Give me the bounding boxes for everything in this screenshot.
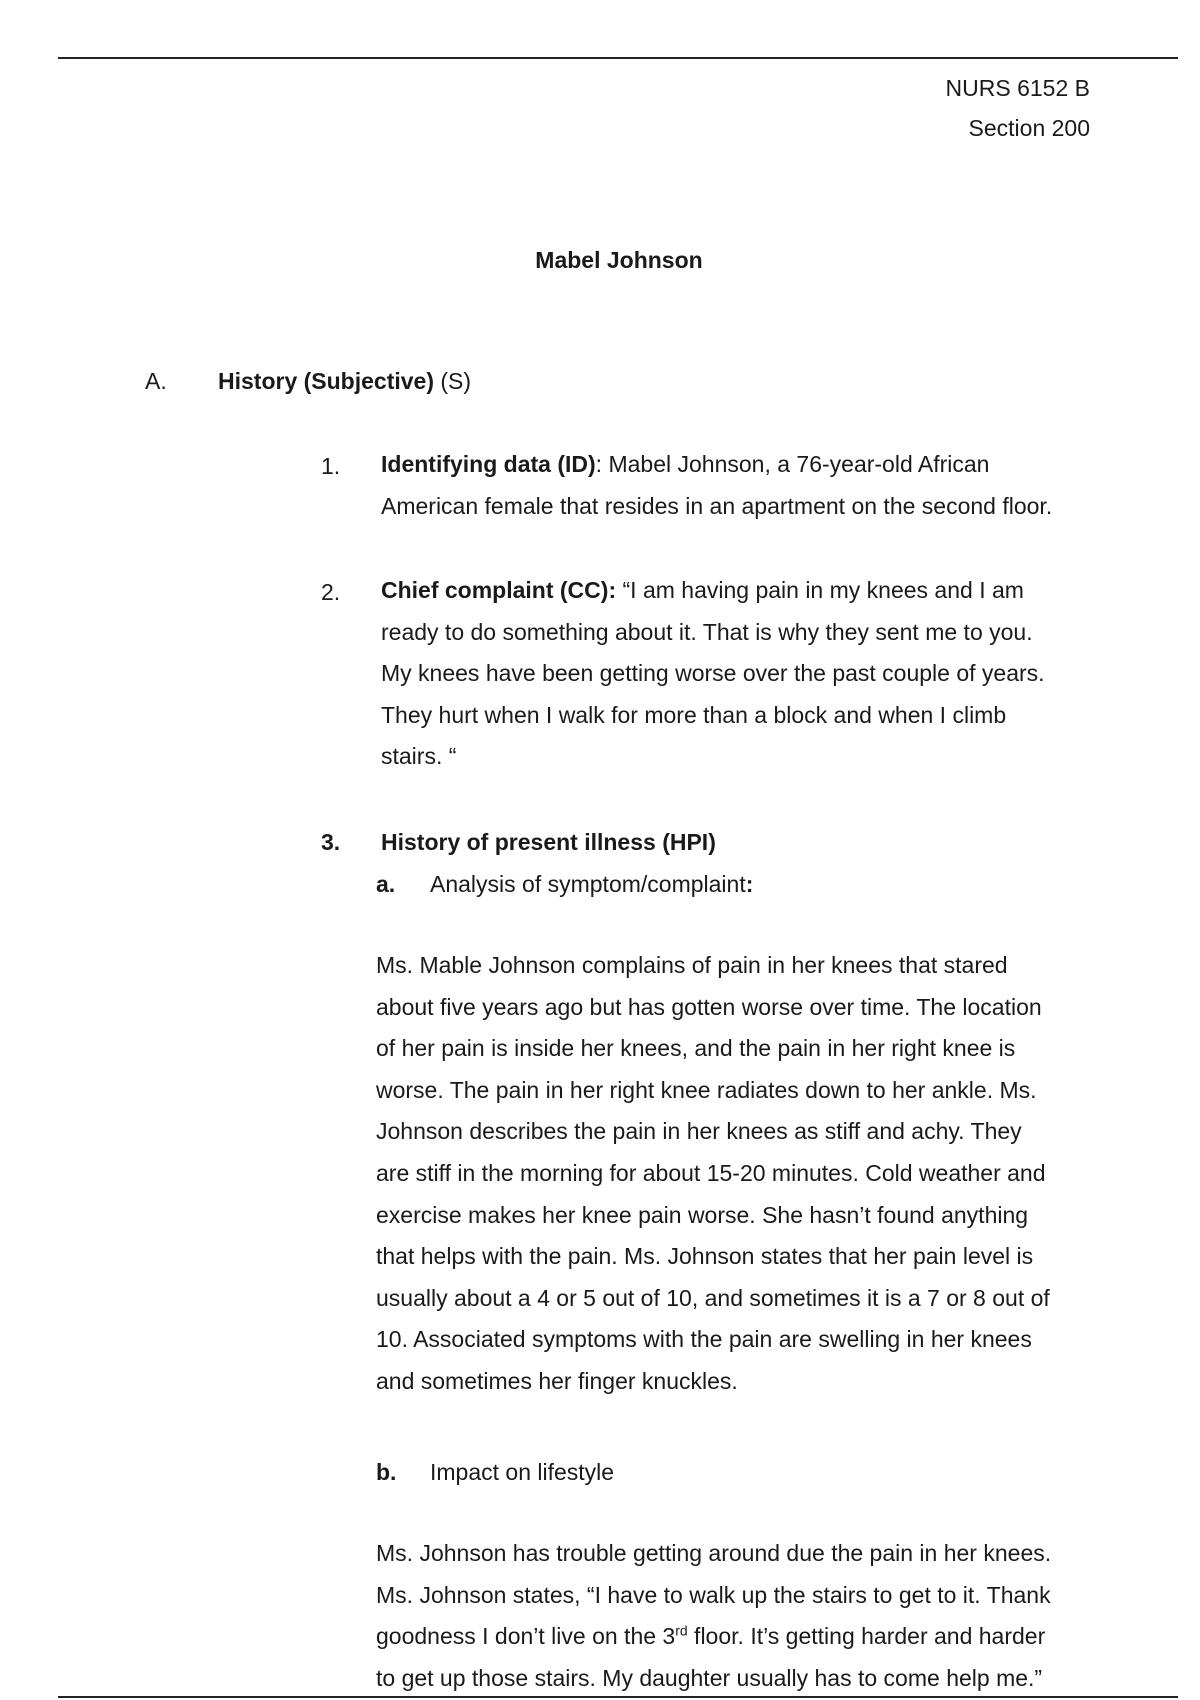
- paragraph-line: usually about a 4 or 5 out of 10, and sometimes it is a 7 or 8 out of: [376, 1284, 1050, 1311]
- paragraph-line: Ms. Mable Johnson complains of pain in her knees that stared: [376, 952, 1008, 978]
- item-1-label: Identifying data (ID): [381, 451, 596, 477]
- item-2-line1: “I am having pain in my knees and I am: [616, 577, 1024, 603]
- item-1-line1: : Mabel Johnson, a 76-year-old African: [595, 451, 990, 477]
- paragraph-line: worse. The pain in her right knee radiates down to her ankle. Ms.: [376, 1076, 1037, 1103]
- item-1-line2: American female that resides in an apartment on the second floor.: [381, 492, 1053, 519]
- paragraph-line: of her pain is inside her knees, and the pain in her right knee is: [376, 1035, 1016, 1062]
- paragraph-line: about five years ago but has gotten worse over time. The location: [376, 993, 1042, 1020]
- paragraph-line: to get up those stairs. My daughter usually has to come help me.”: [376, 1664, 1043, 1691]
- course-code: NURS 6152 B: [945, 75, 1090, 101]
- item-1-text: [381, 444, 1121, 527]
- paragraph-line: and sometimes her finger knuckles.: [376, 1367, 738, 1394]
- item-3a-colon: :: [745, 871, 754, 897]
- item-3-number: 3.: [321, 829, 341, 855]
- page-title: Mabel Johnson: [535, 247, 703, 273]
- item-3a-label: Analysis of symptom/complaint: [430, 871, 746, 897]
- symptom-analysis-paragraph: [376, 945, 1136, 1403]
- item-2-number: 2.: [321, 579, 341, 605]
- paragraph-line: that helps with the pain. Ms. Johnson states that her pain level is: [376, 1243, 1034, 1270]
- item-3b-label: Impact on lifestyle: [430, 1459, 615, 1485]
- ordinal-suffix: rd: [675, 1622, 688, 1639]
- section-a-heading-suffix: (S): [434, 368, 472, 394]
- paragraph-line: are stiff in the morning for about 15-20 minutes. Cold weather and: [376, 1159, 1046, 1186]
- item-3b-marker: b.: [376, 1459, 397, 1485]
- item-2-line3: My knees have been getting worse over the past couple of years.: [381, 660, 1045, 687]
- item-3-label: History of present illness (HPI): [381, 829, 716, 855]
- item-3a-heading: [430, 871, 753, 898]
- item-2-label: Chief complaint (CC):: [381, 577, 617, 603]
- course-section: Section 200: [968, 115, 1090, 141]
- item-2-line5: stairs. “: [381, 743, 457, 770]
- section-a-heading: [218, 368, 471, 395]
- item-1-number: 1.: [321, 453, 341, 479]
- item-2-text: [381, 570, 1121, 778]
- item-2-line2: ready to do something about it. That is why they sent me to you.: [381, 618, 1033, 645]
- paragraph-line: [376, 1623, 1045, 1649]
- lifestyle-impact-paragraph: [376, 1533, 1136, 1699]
- top-rule: [58, 57, 1178, 59]
- paragraph-line: Ms. Johnson states, “I have to walk up the stairs to get to it. Thank: [376, 1581, 1051, 1608]
- paragraph-line: Ms. Johnson has trouble getting around due the pain in her knees.: [376, 1540, 1052, 1566]
- paragraph-line: Johnson describes the pain in her knees as stiff and achy. They: [376, 1118, 1022, 1145]
- item-3a-marker: a.: [376, 871, 396, 897]
- paragraph-line: exercise makes her knee pain worse. She hasn’t found anything: [376, 1201, 1029, 1228]
- paragraph-line: 10. Associated symptoms with the pain are swelling in her knees: [376, 1326, 1032, 1353]
- section-a-marker: A.: [145, 368, 167, 394]
- section-a-heading-text: History (Subjective): [218, 368, 434, 394]
- bottom-rule: [58, 1696, 1178, 1698]
- line3-pre: goodness I don’t live on the 3: [376, 1623, 676, 1650]
- item-2-line4: They hurt when I walk for more than a block and when I climb: [381, 701, 1007, 728]
- line3-post: floor. It’s getting harder and harder: [687, 1623, 1046, 1650]
